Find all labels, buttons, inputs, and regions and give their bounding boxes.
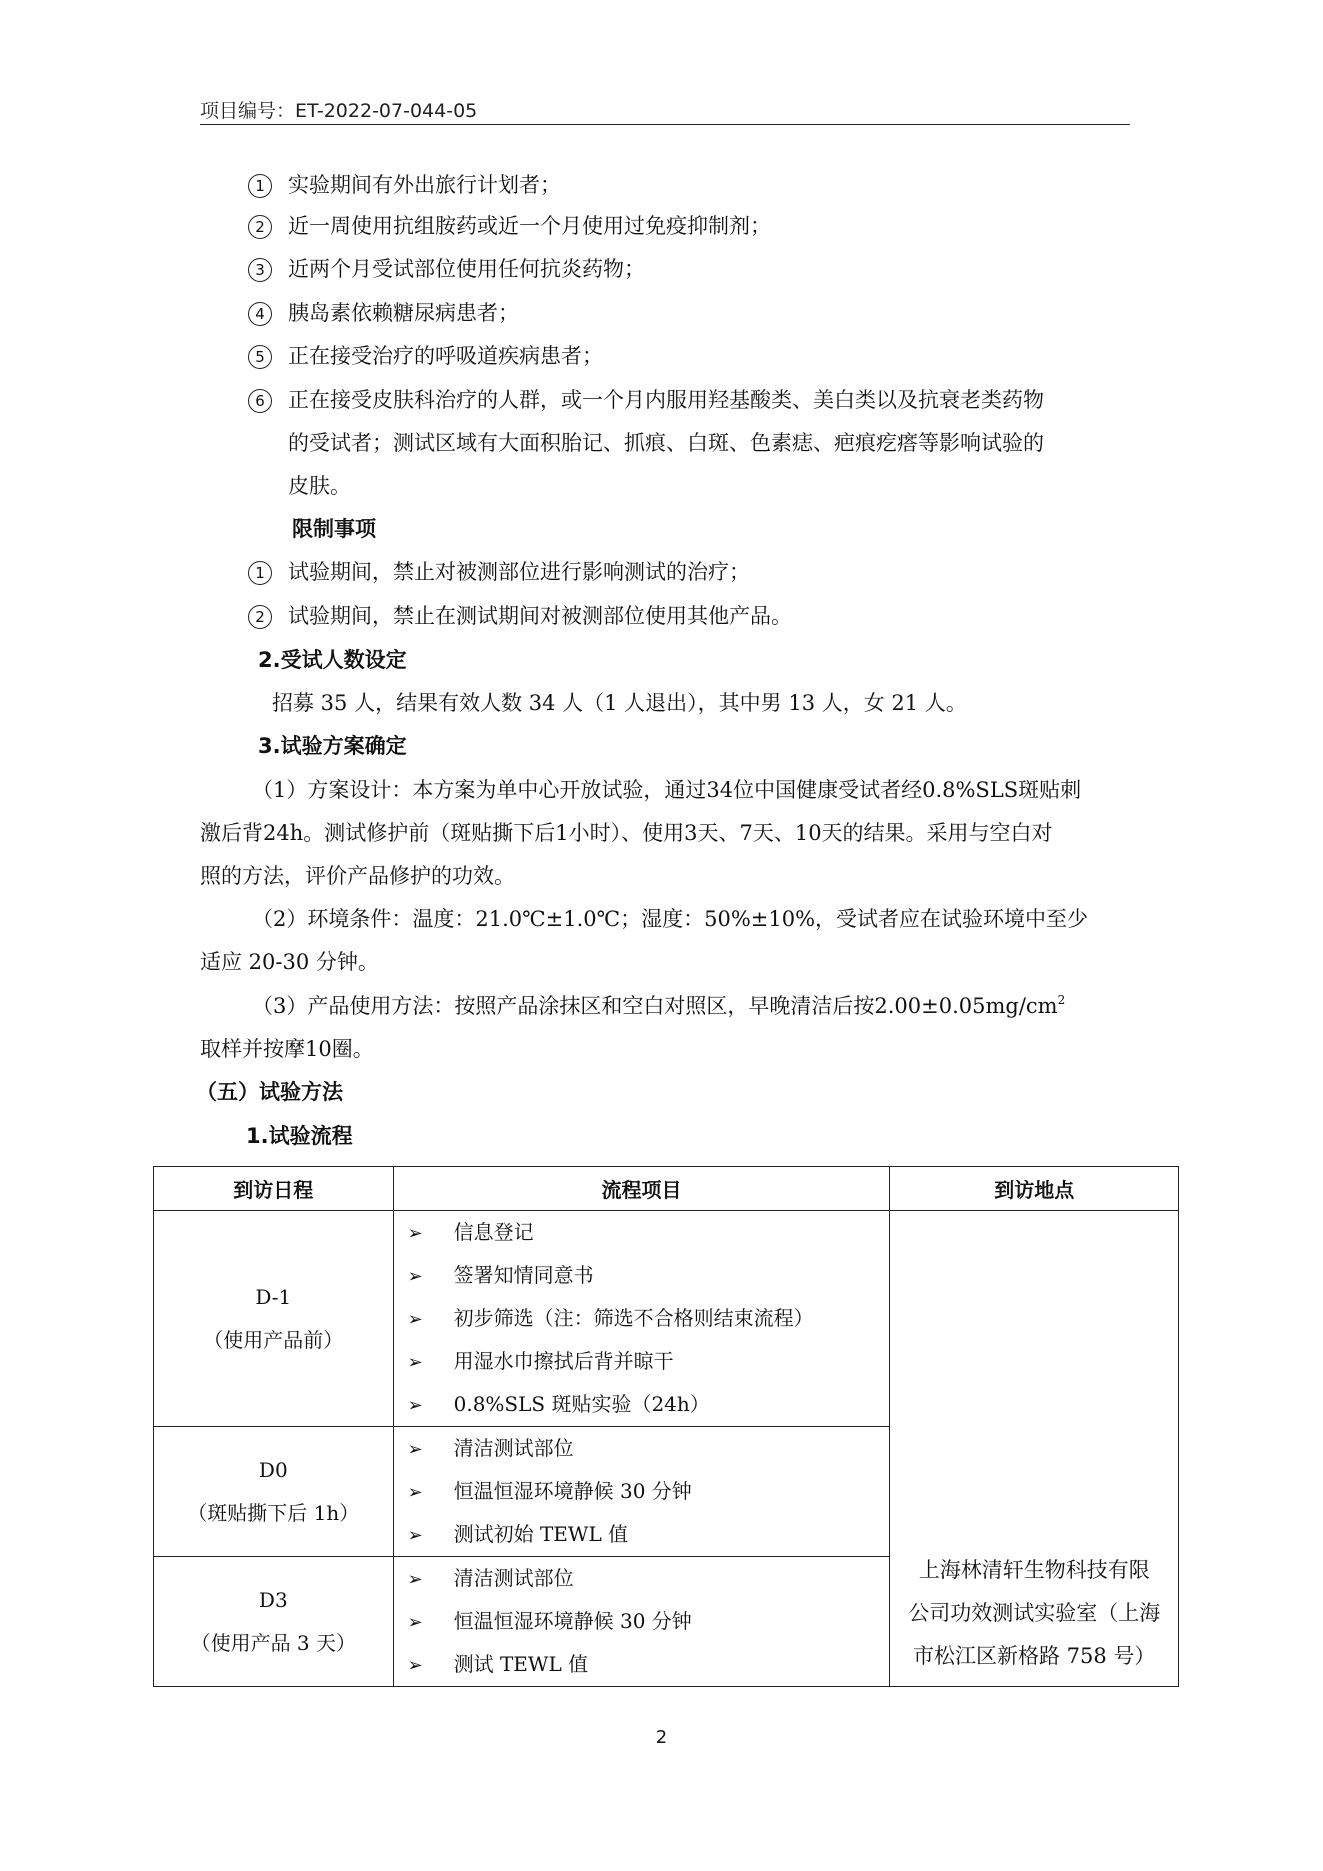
item-number: 6 (248, 389, 272, 413)
step-text: 签署知情同意书 (453, 1263, 594, 1287)
paragraph-cont: 照的方法，评价产品修护的功效。 (200, 864, 515, 888)
arrow-bullet-icon: ➢ (407, 1352, 423, 1373)
step-text: 清洁测试部位 (453, 1436, 574, 1460)
visit-note: （使用产品 3 天） (190, 1630, 357, 1655)
step-text: 恒温恒湿环境静候 30 分钟 (453, 1479, 692, 1503)
list-item (408, 1513, 890, 1556)
subsection-heading: 1.试验流程 (246, 1124, 353, 1148)
arrow-bullet-icon: ➢ (407, 1525, 423, 1546)
location-line: 上海林清轩生物科技有限 (918, 1558, 1150, 1582)
restriction-item: 试验期间，禁止在测试期间对被测部位使用其他产品。 (288, 604, 792, 628)
arrow-bullet-icon: ➢ (407, 1482, 423, 1503)
table-header-row (154, 1167, 1179, 1211)
list-item (408, 1427, 890, 1470)
column-header: 到访日程 (154, 1167, 394, 1211)
steps-cell (393, 1427, 890, 1557)
list-item (408, 1600, 890, 1643)
page-number: 2 (655, 1727, 668, 1748)
exclusion-item: 正在接受皮肤科治疗的人群，或一个月内服用羟基酸类、美白类以及抗衰老类药物 (288, 388, 1044, 412)
paragraph (252, 991, 1065, 1021)
location-line: 公司功效测试实验室（上海 (908, 1601, 1161, 1625)
section-heading: 2.受试人数设定 (258, 648, 407, 672)
flow-table (153, 1166, 1179, 1687)
exclusion-item-cont: 皮肤。 (288, 474, 351, 498)
step-text: 信息登记 (453, 1220, 534, 1244)
exclusion-item: 近两个月受试部位使用任何抗炎药物； (288, 257, 645, 281)
list-item (408, 1211, 890, 1254)
step-text: 初步筛选（注：筛选不合格则结束流程） (453, 1306, 814, 1330)
visit-note: （使用产品前） (203, 1327, 344, 1352)
item-number: 3 (248, 258, 272, 282)
visit-cell (154, 1427, 394, 1557)
paragraph: （2）环境条件：温度：21.0℃±1.0℃；湿度：50%±10%，受试者应在试验环境中至少 (252, 907, 1089, 931)
arrow-bullet-icon: ➢ (407, 1655, 423, 1676)
step-text: 0.8%SLS 斑贴实验（24h） (453, 1392, 710, 1416)
step-text: 清洁测试部位 (453, 1566, 574, 1590)
item-number: 1 (248, 561, 272, 585)
step-text: 测试初始 TEWL 值 (453, 1522, 629, 1546)
arrow-bullet-icon: ➢ (407, 1439, 423, 1460)
arrow-bullet-icon: ➢ (407, 1266, 423, 1287)
item-number: 1 (248, 174, 272, 198)
list-item (408, 1643, 890, 1686)
visit-cell (154, 1211, 394, 1427)
list-item (408, 1470, 890, 1513)
arrow-bullet-icon: ➢ (407, 1223, 423, 1244)
list-item (408, 1297, 890, 1340)
visit-note: （斑贴撕下后 1h） (187, 1500, 360, 1525)
visit-day: D0 (258, 1457, 288, 1482)
item-number: 5 (248, 345, 272, 369)
header-divider (200, 124, 1130, 125)
column-header: 流程项目 (393, 1167, 890, 1211)
section-heading: （五）试验方法 (196, 1080, 343, 1104)
list-item (408, 1254, 890, 1297)
item-number: 4 (248, 302, 272, 326)
visit-cell (154, 1557, 394, 1687)
visit-day: D3 (258, 1587, 288, 1612)
step-text: 恒温恒湿环境静候 30 分钟 (453, 1609, 692, 1633)
section-heading: 3.试验方案确定 (258, 734, 407, 758)
arrow-bullet-icon: ➢ (407, 1569, 423, 1590)
arrow-bullet-icon: ➢ (407, 1309, 423, 1330)
superscript: 2 (1057, 993, 1066, 1007)
exclusion-item-cont: 的受试者；测试区域有大面积胎记、抓痕、白斑、色素痣、疤痕疙瘩等影响试验的 (288, 431, 1044, 455)
arrow-bullet-icon: ➢ (407, 1395, 423, 1416)
paragraph-cont: 激后背24h。测试修护前（斑贴撕下后1小时）、使用3天、7天、10天的结果。采用与空白对 (200, 821, 1053, 845)
paragraph-cont: 适应 20-30 分钟。 (200, 950, 379, 974)
column-header: 到访地点 (890, 1167, 1179, 1211)
arrow-bullet-icon: ➢ (407, 1612, 423, 1633)
exclusion-item: 正在接受治疗的呼吸道疾病患者； (288, 344, 603, 368)
location-line: 市松江区新格路 758 号） (913, 1644, 1156, 1668)
location-cell (890, 1211, 1179, 1687)
list-item (408, 1340, 890, 1383)
list-item (408, 1383, 890, 1426)
page-header: 项目编号：ET-2022-07-044-05 (200, 100, 478, 122)
restrictions-title: 限制事项 (292, 517, 376, 541)
visit-day: D-1 (255, 1284, 292, 1309)
paragraph-text: （3）产品使用方法：按照产品涂抹区和空白对照区，早晚清洁后按2.00±0.05mg/cm (252, 994, 1058, 1018)
exclusion-item: 近一周使用抗组胺药或近一个月使用过免疫抑制剂； (288, 214, 771, 238)
paragraph: （1）方案设计：本方案为单中心开放试验，通过34位中国健康受试者经0.8%SLS斑贴刺 (252, 778, 1082, 802)
steps-cell (393, 1557, 890, 1687)
exclusion-item: 胰岛素依赖糖尿病患者； (288, 301, 519, 325)
step-text: 测试 TEWL 值 (453, 1652, 589, 1676)
paragraph: 招募 35 人，结果有效人数 34 人（1 人退出），其中男 13 人，女 21 人。 (272, 691, 967, 715)
steps-cell (393, 1211, 890, 1427)
item-number: 2 (248, 215, 272, 239)
exclusion-item: 实验期间有外出旅行计划者； (288, 173, 561, 197)
paragraph-cont: 取样并按摩10圈。 (200, 1037, 374, 1061)
restriction-item: 试验期间，禁止对被测部位进行影响测试的治疗； (288, 560, 750, 584)
step-text: 用湿水巾擦拭后背并晾干 (453, 1349, 674, 1373)
item-number: 2 (248, 605, 272, 629)
table-row (154, 1211, 1179, 1427)
list-item (408, 1557, 890, 1600)
